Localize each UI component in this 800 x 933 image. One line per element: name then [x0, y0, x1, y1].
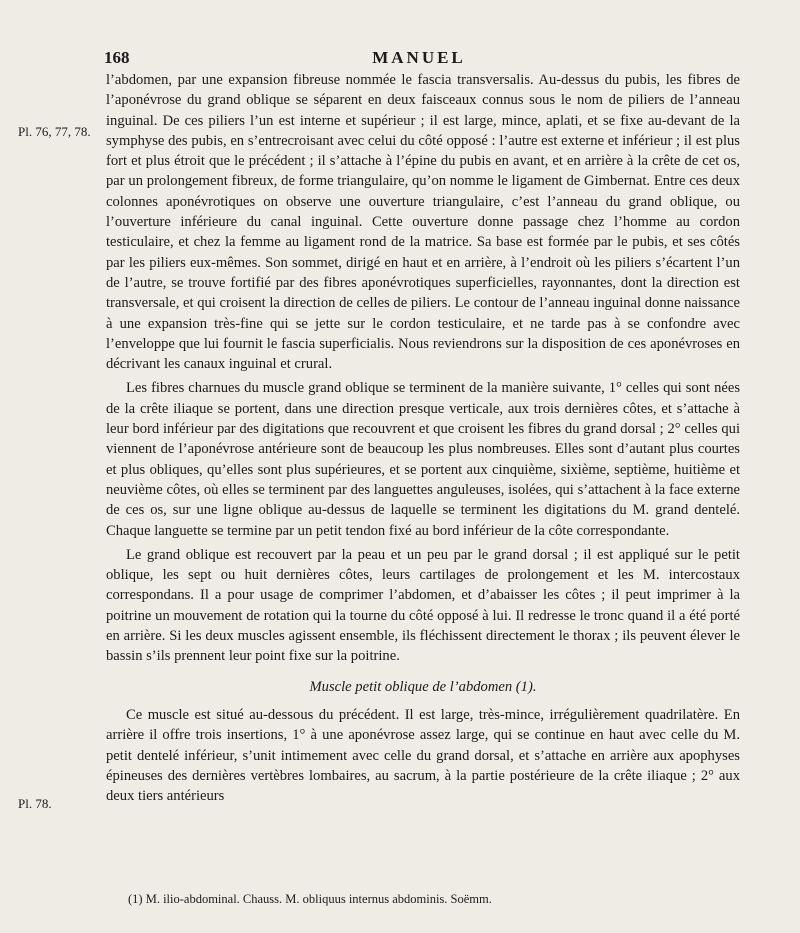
paragraph: Ce muscle est situé au-dessous du précédent. Il est large, très-mince, irrégulièrement quadrilatère. En arrière il offre trois insertions, 1° à une aponévrose assez large, qui se continue en haut avec celle du M. petit dentelé inférieur, s’unit intimement avec celle du grand dorsal, et s’attache en arrière aux apophyses épineuses des dernières vertèbres lombaires, au sacrum, à la partie postérieure de la crête iliaque ; 2° aux deux tiers antérieurs [106, 706, 740, 805]
running-title: MANUEL [372, 48, 466, 67]
section-heading: Muscle petit oblique de l’abdomen (1). [309, 678, 537, 695]
footnote: (1) M. ilio-abdominal. Chauss. M. obliquus internus abdominis. Soëmm. [128, 892, 492, 906]
body-text [106, 70, 740, 806]
page-number: 168 [104, 48, 130, 67]
paragraph: Les fibres charnues du muscle grand oblique se terminent de la manière suivante, 1° celles qui sont nées de la crête iliaque se portent, dans une direction presque verticale, aux trois dernières côtes, et s’attache à leur bord inférieur par des digitations que recouvrent et que croisent les fibres du grand dorsal ; 2° celles qui viennent de l’aponévrose antérieure sont de beaucoup les plus nombreuses. Elles sont d’autant plus courtes et plus obliques, qu’elles sont plus supérieures, et se portent aux cinquième, sixième, septième, huitième et neuvième côtes, où elles se terminent par des languettes anguleuses, isolées, qui s’attachent à la face externe de ces os, sur une ligne oblique au-dessus de laquelle se terminent les digitations du M. grand dentelé. Chaque languette se termine par un petit tendon fixé au bord inférieur de la côte correspondante. [106, 380, 740, 539]
margin-note-plates: Pl. 78. [18, 796, 52, 811]
bleed-through-marks [749, 377, 799, 443]
margin-note-plates: Pl. 76, 77, 78. [18, 124, 91, 139]
paragraph: Le grand oblique est recouvert par la peau et un peu par le grand dorsal ; il est appliqué sur le petit oblique, les sept ou huit dernières côtes, leurs cartilages de prolongement et les M. intercostaux correspondans. Il a pour usage de comprimer l’abdomen, et d’abaisser les côtes ; il peut imprimer à la poitrine un mouvement de rotation qui la tourne du côté opposé à lui. Il redresse le tronc quand il a été porté en arrière. Si les deux muscles agissent ensemble, ils fléchissent directement le thorax ; ils peuvent élever le bassin s’ils prennent leur point fixe sur la poitrine. [106, 546, 740, 665]
paragraph: l’abdomen, par une expansion fibreuse nommée le fascia transversalis. Au-dessus du pubis, les fibres de l’aponévrose du grand oblique se séparent en deux faisceaux connus sous le nom de piliers de l’anneau inguinal. De ces piliers l’un est interne et supérieur ; il est large, mince, aplati, et se fixe au-devant de la symphyse des pubis, en s’entrecroisant avec celui du côté opposé : l’autre est externe et inférieur ; il est plus fort et plus étroit que le précédent ; il s’attache à l’épine du pubis en avant, et en arrière à la crête de cet os, par un prolongement fibreux, de forme triangulaire, qu’on nomme le ligament de Gimbernat. Entre ces deux colonnes aponévrotiques on observe une ouverture triangulaire, c’est l’anneau du grand oblique, ou l’ouverture inférieure du canal inguinal. Cette ouverture donne passage chez l’homme au cordon testiculaire, et chez la femme au ligament rond de la matrice. Sa base est formée par le pubis, et ses côtés par les piliers eux-mêmes. Son sommet, dirigé en haut et en arrière, à l’endroit où les piliers s’écartent l’un de l’autre, se trouve fortifié par des fibres aponévrotiques superficielles, rayonnantes, dont la direction est transversale, et qui croisent la direction de celles de piliers. Le contour de l’anneau inguinal donne naissance à une expansion très-fine qui se jette sur le cordon testiculaire, et ne tarde pas à se confondre avec l’enveloppe que lui fournit le fascia superficialis. Nous reviendrons sur la disposition de ces aponévroses en décrivant les canaux inguinal et crural. [106, 72, 740, 373]
